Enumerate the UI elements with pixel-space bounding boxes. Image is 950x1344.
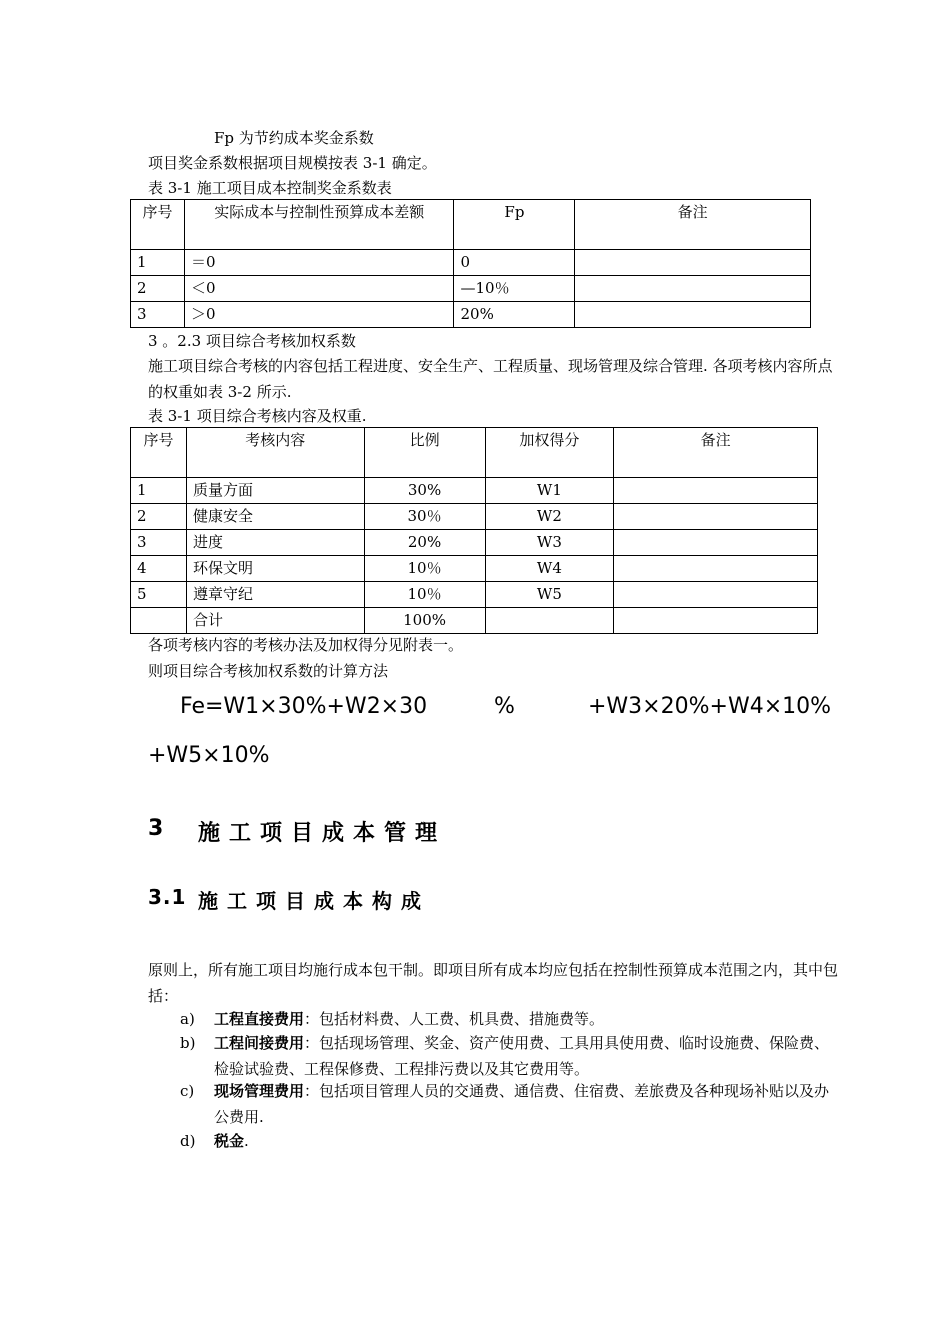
table-cell: 20%	[454, 302, 575, 328]
assessment-weight-table	[130, 427, 818, 634]
section-232-heading: 3 。2.3 项目综合考核加权系数	[148, 332, 356, 350]
fp-definition: Fp 为节约成本奖金系数	[214, 129, 374, 147]
table-cell	[614, 556, 818, 582]
table-header: 序号	[131, 428, 187, 478]
table-row	[131, 302, 811, 328]
table-cell	[614, 530, 818, 556]
table-cell: W3	[485, 530, 614, 556]
table-cell: W5	[485, 582, 614, 608]
table-cell: 1	[131, 478, 187, 504]
table-cell: 4	[131, 556, 187, 582]
cost-scope-paragraph: 原则上，所有施工项目均施行成本包干制。即项目所有成本均应包括在控制性预算成本范围之内，其中包括：	[148, 961, 839, 1005]
table-cell	[575, 250, 811, 276]
list-text: ：包括现场管理、奖金、资产使用费、工具用具使用费、临时设施费、保险费、检验试验费、工程保修费、工程排污费以及其它费用等。	[214, 1034, 830, 1078]
table-row	[131, 478, 818, 504]
table-cell: 遵章守纪	[186, 582, 364, 608]
table-cell: 20%	[364, 530, 485, 556]
list-item	[148, 1030, 838, 1082]
table-cell	[614, 478, 818, 504]
table-cell: 10％	[364, 582, 485, 608]
table-header: 比例	[364, 428, 485, 478]
table-cell: 健康安全	[186, 504, 364, 530]
table-cell: 质量方面	[186, 478, 364, 504]
table-cell: 5	[131, 582, 187, 608]
list-marker: a)	[180, 1010, 195, 1028]
table-cell: 3	[131, 302, 185, 328]
table-cell: 0	[454, 250, 575, 276]
table-cell: 2	[131, 504, 187, 530]
table-cell: 环保文明	[186, 556, 364, 582]
table-header: 考核内容	[186, 428, 364, 478]
table-cell: 2	[131, 276, 185, 302]
table-cell	[575, 302, 811, 328]
table-cell: W2	[485, 504, 614, 530]
formula-part1: Fe=W1×30%+W2×30	[180, 694, 428, 719]
list-text: ：包括项目管理人员的交通费、通信费、住宿费、差旅费及各种现场补贴以及办公费用.	[214, 1082, 830, 1126]
table-header: 实际成本与控制性预算成本差额	[184, 200, 454, 250]
list-term: 工程直接费用	[214, 1010, 305, 1028]
formula-line2: +W5×10%	[148, 743, 270, 768]
table-header: 序号	[131, 200, 185, 250]
table-cell: 合计	[186, 608, 364, 634]
table-cell: W4	[485, 556, 614, 582]
table-cell: ＞0	[184, 302, 454, 328]
list-marker: d)	[180, 1132, 196, 1150]
calculation-method-intro: 则项目综合考核加权系数的计算方法	[148, 662, 389, 680]
table-cell	[614, 608, 818, 634]
list-text: ：包括材料费、人工费、机具费、措施费等。	[304, 1010, 605, 1028]
table2-caption: 表 3-1 项目综合考核内容及权重.	[148, 407, 367, 425]
table-cell: 10％	[364, 556, 485, 582]
formula-part3: +W3×20%+W4×10%	[588, 694, 832, 719]
section-31-number: 3.1	[148, 885, 187, 909]
list-marker: b)	[180, 1034, 196, 1052]
table-row	[131, 504, 818, 530]
formula-part2: %	[494, 694, 515, 719]
list-marker: c)	[180, 1082, 195, 1100]
table-cell: 30%	[364, 478, 485, 504]
section-31-title: 施工项目成本构成	[198, 889, 430, 913]
table-header-row	[131, 200, 811, 250]
table-row	[131, 582, 818, 608]
table-row-total	[131, 608, 818, 634]
table-cell: 进度	[186, 530, 364, 556]
table-cell: W1	[485, 478, 614, 504]
table-cell	[614, 504, 818, 530]
table1-caption: 表 3-1 施工项目成本控制奖金系数表	[148, 179, 392, 197]
list-item	[148, 1078, 838, 1130]
table-cell	[614, 582, 818, 608]
table-row	[131, 556, 818, 582]
table-cell: 30％	[364, 504, 485, 530]
list-item	[148, 1006, 838, 1032]
list-item	[148, 1128, 838, 1154]
table-cell: —10％	[454, 276, 575, 302]
table-cell: ＜0	[184, 276, 454, 302]
table-header: 备注	[575, 200, 811, 250]
bonus-coefficient-note: 项目奖金系数根据项目规模按表 3-1 确定。	[148, 154, 437, 172]
list-term: 工程间接费用	[214, 1034, 305, 1052]
table-header: Fp	[454, 200, 575, 250]
table-cell	[485, 608, 614, 634]
list-text: .	[244, 1132, 249, 1150]
section-232-paragraph: 施工项目综合考核的内容包括工程进度、安全生产、工程质量、现场管理及综合管理. 各项考核内容所点的权重如表 3-2 所示.	[148, 357, 833, 401]
list-term: 现场管理费用	[214, 1082, 305, 1100]
table-cell	[575, 276, 811, 302]
table-cell: 3	[131, 530, 187, 556]
chapter-number: 3	[148, 816, 173, 841]
list-term: 税金	[214, 1132, 245, 1150]
table-row	[131, 276, 811, 302]
table-header: 加权得分	[485, 428, 614, 478]
bonus-coefficient-table	[130, 199, 811, 328]
table-header: 备注	[614, 428, 818, 478]
table-cell: ＝0	[184, 250, 454, 276]
table-cell	[131, 608, 187, 634]
table-cell: 1	[131, 250, 185, 276]
table-row	[131, 250, 811, 276]
table-row	[131, 530, 818, 556]
table-header-row	[131, 428, 818, 478]
chapter-title: 施工项目成本管理	[198, 821, 447, 846]
table-cell: 100%	[364, 608, 485, 634]
assessment-method-note: 各项考核内容的考核办法及加权得分见附表一。	[148, 636, 464, 654]
